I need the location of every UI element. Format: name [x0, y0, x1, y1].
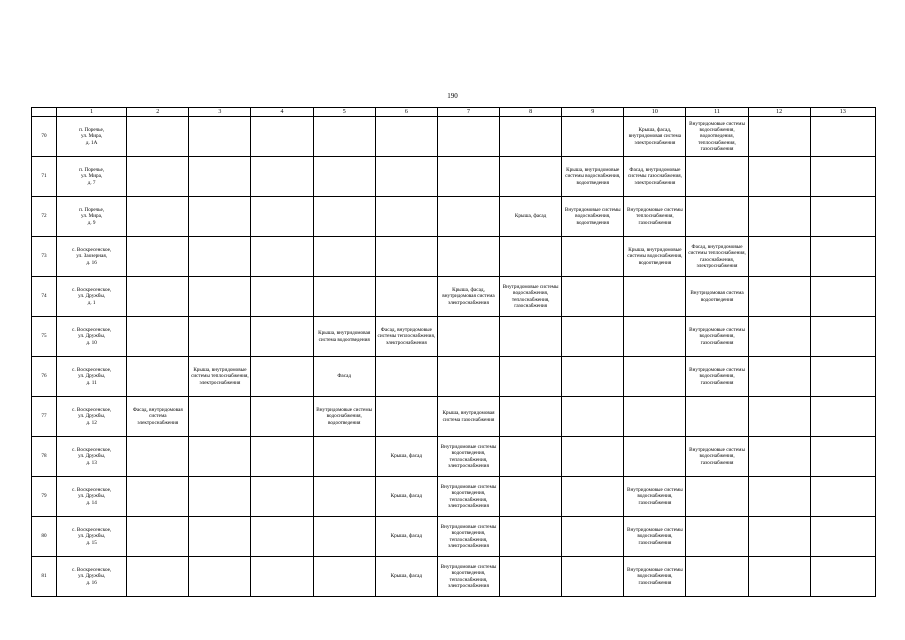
- work-cell: [189, 117, 251, 157]
- work-cell: Крыша, фасад: [375, 557, 437, 597]
- row-number: 75: [32, 317, 57, 357]
- work-cell: [500, 517, 562, 557]
- address-line: д. 16: [86, 259, 97, 266]
- address-cell: [57, 557, 127, 597]
- work-cell: [810, 117, 875, 157]
- table-row: [32, 397, 876, 437]
- work-cell: [127, 117, 189, 157]
- work-cell: Крыша, внутридомовые системы теплоснабжения, электроснабжения: [189, 357, 251, 397]
- address-line: п. Поречье,: [79, 167, 105, 174]
- work-cell: Внутридомовые системы теплоснабжения, газоснабжения: [624, 197, 686, 237]
- work-cell: Внутридомовая система водоотведения: [686, 277, 748, 317]
- work-cell: [127, 357, 189, 397]
- work-cell: Фасад, внутридомовые системы теплоснабжения, электроснабжения: [375, 317, 437, 357]
- work-cell: [251, 437, 313, 477]
- header-cell-blank: [32, 108, 57, 117]
- work-cell: Внутридомовые системы водоснабжения, водоотведения, теплоснабжения, газоснабжения: [686, 117, 748, 157]
- work-cell: [562, 277, 624, 317]
- address-line: д. 1А: [85, 139, 98, 146]
- address-cell: [57, 477, 127, 517]
- row-number: 81: [32, 557, 57, 597]
- address-line: д. 10: [86, 339, 97, 346]
- work-cell: [189, 317, 251, 357]
- work-cell: [686, 517, 748, 557]
- work-cell: Крыша, фасад, внутридомовая система электроснабжения: [437, 277, 499, 317]
- work-cell: [375, 197, 437, 237]
- work-cell: [127, 197, 189, 237]
- work-cell: [624, 397, 686, 437]
- work-cell: Внутридомовые системы водоснабжения, теплоснабжения, газоснабжения: [500, 277, 562, 317]
- column-number: 2: [127, 108, 189, 117]
- work-cell: Фасад, внутридомовая система электроснабжения: [127, 397, 189, 437]
- address-cell: [57, 117, 127, 157]
- work-cell: [127, 477, 189, 517]
- address-line: ул. Дружбы,: [78, 453, 106, 460]
- work-cell: [313, 437, 375, 477]
- work-cell: [810, 357, 875, 397]
- work-cell: [624, 277, 686, 317]
- work-cell: [810, 397, 875, 437]
- work-cell: [127, 237, 189, 277]
- address-line: п. Поречье,: [79, 207, 105, 214]
- address-line: с. Воскресенское,: [72, 527, 112, 534]
- work-cell: [562, 437, 624, 477]
- work-cell: [189, 157, 251, 197]
- work-cell: [500, 317, 562, 357]
- work-cell: [810, 317, 875, 357]
- work-cell: Внутридомовые системы водоснабжения, газоснабжения: [686, 317, 748, 357]
- address-line: с. Воскресенское,: [72, 287, 112, 294]
- address-line: с. Воскресенское,: [72, 327, 112, 334]
- work-cell: [562, 237, 624, 277]
- work-cell: [313, 197, 375, 237]
- work-cell: [500, 117, 562, 157]
- address-cell: [57, 237, 127, 277]
- work-cell: [748, 517, 810, 557]
- work-cell: [562, 357, 624, 397]
- work-cell: [500, 477, 562, 517]
- row-number: 79: [32, 477, 57, 517]
- work-cell: [375, 157, 437, 197]
- row-number: 80: [32, 517, 57, 557]
- row-number: 77: [32, 397, 57, 437]
- work-cell: Внутридомовые системы водоснабжения, газоснабжения: [624, 557, 686, 597]
- work-cell: [686, 197, 748, 237]
- work-cell: [375, 397, 437, 437]
- row-number: 73: [32, 237, 57, 277]
- work-cell: [500, 557, 562, 597]
- work-cell: [810, 437, 875, 477]
- address-line: д. 1: [87, 299, 96, 306]
- work-cell: [437, 117, 499, 157]
- address-cell: [57, 317, 127, 357]
- work-cell: Фасад, внутридомовые системы теплоснабжения, газоснабжения, электроснабжения: [686, 237, 748, 277]
- work-cell: [189, 437, 251, 477]
- address-line: ул. Дружбы,: [78, 493, 106, 500]
- table-row: [32, 477, 876, 517]
- column-number-row: [32, 108, 876, 117]
- work-cell: [748, 477, 810, 517]
- work-cell: [748, 117, 810, 157]
- row-number: 70: [32, 117, 57, 157]
- work-cell: [500, 397, 562, 437]
- table-row: [32, 557, 876, 597]
- work-cell: [189, 477, 251, 517]
- address-line: ул. Мира,: [81, 133, 103, 140]
- work-cell: [686, 477, 748, 517]
- work-cell: [810, 277, 875, 317]
- work-cell: [127, 317, 189, 357]
- work-cell: Внутридомовые системы водоснабжения, газоснабжения: [686, 437, 748, 477]
- address-cell: [57, 397, 127, 437]
- table-row: [32, 237, 876, 277]
- work-cell: [189, 277, 251, 317]
- work-cell: Крыша, фасад: [375, 517, 437, 557]
- work-cell: Внутридомовые системы водоснабжения, газоснабжения: [686, 357, 748, 397]
- address-line: с. Воскресенское,: [72, 487, 112, 494]
- address-line: ул. Дружбы,: [78, 373, 106, 380]
- address-line: д. 9: [87, 219, 96, 226]
- work-cell: [251, 277, 313, 317]
- work-cell: [748, 557, 810, 597]
- address-line: д. 16: [86, 579, 97, 586]
- work-cell: Крыша, внутридомовая система водоотведения: [313, 317, 375, 357]
- table-row: [32, 517, 876, 557]
- work-cell: [251, 357, 313, 397]
- work-cell: Внутридомовые системы водоотведения, теплоснабжения, электроснабжения: [437, 517, 499, 557]
- address-cell: [57, 357, 127, 397]
- work-cell: [810, 197, 875, 237]
- row-number: 78: [32, 437, 57, 477]
- row-number: 72: [32, 197, 57, 237]
- work-cell: [437, 157, 499, 197]
- page-number: 190: [447, 92, 458, 100]
- table-row: [32, 317, 876, 357]
- work-cell: Крыша, фасад: [375, 437, 437, 477]
- address-line: с. Воскресенское,: [72, 447, 112, 454]
- work-cell: [748, 397, 810, 437]
- column-number: 7: [437, 108, 499, 117]
- work-cell: [251, 317, 313, 357]
- work-cell: [189, 517, 251, 557]
- work-cell: [810, 477, 875, 517]
- work-cell: [375, 277, 437, 317]
- address-line: ул. Дружбы,: [78, 533, 106, 540]
- address-line: ул. Мира,: [81, 213, 103, 220]
- work-cell: [624, 357, 686, 397]
- work-cell: [624, 317, 686, 357]
- work-cell: [748, 157, 810, 197]
- address-line: д. 11: [86, 379, 97, 386]
- work-cell: [251, 157, 313, 197]
- work-cell: [748, 317, 810, 357]
- table-row: [32, 157, 876, 197]
- address-line: д. 13: [86, 459, 97, 466]
- work-cell: [500, 357, 562, 397]
- row-number: 74: [32, 277, 57, 317]
- address-line: с. Воскресенское,: [72, 407, 112, 414]
- address-line: д. 14: [86, 499, 97, 506]
- work-cell: [251, 117, 313, 157]
- work-cell: [313, 117, 375, 157]
- work-cell: [251, 477, 313, 517]
- work-cell: [810, 557, 875, 597]
- work-cell: Внутридомовые системы водоотведения, теплоснабжения, электроснабжения: [437, 557, 499, 597]
- work-cell: [686, 557, 748, 597]
- work-cell: [562, 317, 624, 357]
- work-cell: [810, 157, 875, 197]
- address-line: ул. Заозерная,: [76, 253, 107, 260]
- work-cell: [127, 277, 189, 317]
- work-cell: [375, 117, 437, 157]
- work-cell: [686, 157, 748, 197]
- work-cell: [810, 237, 875, 277]
- address-line: д. 15: [86, 539, 97, 546]
- work-cell: Крыша, внутридомовые системы водоснабжения, водоотведения: [624, 237, 686, 277]
- address-cell: [57, 157, 127, 197]
- address-line: ул. Дружбы,: [78, 413, 106, 420]
- table-row: [32, 357, 876, 397]
- work-cell: [313, 517, 375, 557]
- work-cell: [127, 157, 189, 197]
- work-cell: [624, 437, 686, 477]
- work-cell: [437, 197, 499, 237]
- work-cell: Внутридомовые системы водоотведения, теплоснабжения, электроснабжения: [437, 477, 499, 517]
- work-cell: Внутридомовые системы водоснабжения, газоснабжения: [624, 477, 686, 517]
- row-number: 71: [32, 157, 57, 197]
- column-number: 3: [189, 108, 251, 117]
- address-cell: [57, 517, 127, 557]
- work-cell: [748, 277, 810, 317]
- table-row: [32, 277, 876, 317]
- work-cell: [251, 557, 313, 597]
- work-cell: [251, 237, 313, 277]
- work-cell: Крыша, фасад: [375, 477, 437, 517]
- work-cell: [375, 357, 437, 397]
- column-number: 1: [57, 108, 127, 117]
- table-row: [32, 197, 876, 237]
- work-cell: Внутридомовые системы водоснабжения, водоотведения: [562, 197, 624, 237]
- address-line: д. 7: [87, 179, 96, 186]
- work-cell: Крыша, фасад, внутридомовая система электроснабжения: [624, 117, 686, 157]
- work-cell: Внутридомовые системы водоснабжения, газоснабжения: [624, 517, 686, 557]
- work-cell: Внутридомовые системы водоснабжения, водоотведения: [313, 397, 375, 437]
- column-number: 9: [562, 108, 624, 117]
- work-cell: [313, 237, 375, 277]
- work-cell: [189, 237, 251, 277]
- work-cell: [127, 437, 189, 477]
- work-cell: Фасад: [313, 357, 375, 397]
- column-number: 6: [375, 108, 437, 117]
- work-cell: Фасад, внутридомовые системы газоснабжения, электроснабжения: [624, 157, 686, 197]
- work-cell: [500, 157, 562, 197]
- work-cell: [189, 397, 251, 437]
- work-cell: [437, 237, 499, 277]
- column-number: 5: [313, 108, 375, 117]
- address-line: ул. Дружбы,: [78, 573, 106, 580]
- work-cell: [189, 197, 251, 237]
- work-cell: Крыша, внутридомовые системы водоснабжения, водоотведения: [562, 157, 624, 197]
- work-cell: [748, 197, 810, 237]
- work-cell: [748, 437, 810, 477]
- address-line: п. Поречье,: [79, 127, 105, 134]
- address-line: д. 12: [86, 419, 97, 426]
- work-cell: Внутридомовые системы водоотведения, теплоснабжения, электроснабжения: [437, 437, 499, 477]
- column-number: 13: [810, 108, 875, 117]
- work-cell: [686, 397, 748, 437]
- work-cell: [562, 557, 624, 597]
- work-cell: [562, 477, 624, 517]
- work-cell: [748, 237, 810, 277]
- column-number: 4: [251, 108, 313, 117]
- address-cell: [57, 197, 127, 237]
- work-cell: [313, 157, 375, 197]
- address-line: ул. Дружбы,: [78, 293, 106, 300]
- address-line: с. Воскресенское,: [72, 567, 112, 574]
- work-cell: [748, 357, 810, 397]
- row-number: 76: [32, 357, 57, 397]
- work-cell: [500, 237, 562, 277]
- work-cell: [562, 397, 624, 437]
- column-number: 12: [748, 108, 810, 117]
- work-cell: [313, 477, 375, 517]
- work-cell: [437, 357, 499, 397]
- address-cell: [57, 437, 127, 477]
- column-number: 11: [686, 108, 748, 117]
- work-cell: [251, 197, 313, 237]
- work-cell: [251, 517, 313, 557]
- address-line: ул. Мира,: [81, 173, 103, 180]
- work-cell: [562, 117, 624, 157]
- work-cell: [500, 437, 562, 477]
- work-cell: [313, 277, 375, 317]
- work-cell: [810, 517, 875, 557]
- address-line: с. Воскресенское,: [72, 247, 112, 254]
- repair-schedule-table: [31, 107, 876, 597]
- work-cell: [251, 397, 313, 437]
- column-number: 8: [500, 108, 562, 117]
- address-line: с. Воскресенское,: [72, 367, 112, 374]
- address-cell: [57, 277, 127, 317]
- table-row: [32, 437, 876, 477]
- work-cell: [375, 237, 437, 277]
- work-cell: [562, 517, 624, 557]
- work-cell: Крыша, фасад: [500, 197, 562, 237]
- work-cell: [189, 557, 251, 597]
- work-cell: [313, 557, 375, 597]
- work-cell: [437, 317, 499, 357]
- table-row: [32, 117, 876, 157]
- column-number: 10: [624, 108, 686, 117]
- work-cell: [127, 517, 189, 557]
- work-cell: [127, 557, 189, 597]
- address-line: ул. Дружбы,: [78, 333, 106, 340]
- work-cell: Крыша, внутридомовая система газоснабжения: [437, 397, 499, 437]
